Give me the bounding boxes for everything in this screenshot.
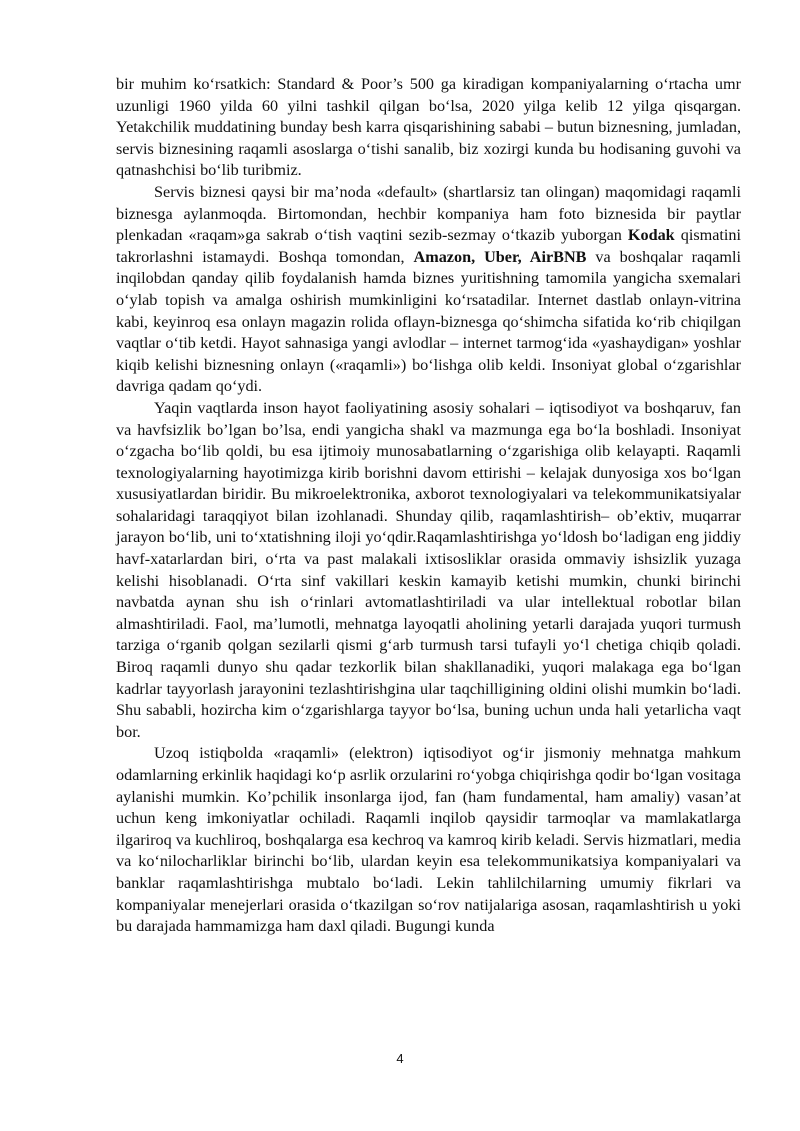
document-page	[116, 74, 741, 938]
paragraph-text: qismatini takrorlashni istamaydi. Boshqa tomondan,	[116, 226, 741, 266]
bold-term-kodak: Kodak	[627, 226, 675, 245]
paragraph-4	[116, 743, 741, 937]
page-number: 4	[396, 1051, 404, 1066]
paragraph-text: Servis biznesi qaysi bir ma’noda «default» (shartlarsiz tan olingan) maqomidagi raqamli biznesga aylanmoqda. Birtomondan, hechbir kompaniya ham foto biznesida bir paytlar plenkadan «raqam»ga sakrab o‘tish vaqtini sezib-sezmay o‘tkazib yuborgan	[116, 182, 741, 245]
paragraph-text: bir muhim ko‘rsatkich: Standard & Poor’s 500 ga kiradigan kompaniyalarning o‘rtacha umr uzunligi 1960 yilda 60 yilni tashkil qilgan bo‘lsa, 2020 yilga kelib 12 yilga qisqargan. Yetakchilik muddatining bunday besh karra qisqarishining sababi – butun biznesning, jumladan, servis biznesining raqamli asoslarga o‘tishi sanalib, biz xozirgi kunda bu hodisaning guvohi va qatnashchisi bo‘lib turibmiz.	[116, 75, 741, 180]
paragraph-1	[116, 74, 741, 182]
paragraph-2	[116, 182, 741, 398]
paragraph-3	[116, 398, 741, 744]
bold-term-companies: Amazon, Uber, AirBNB	[413, 247, 587, 266]
paragraph-text: va boshqalar raqamli inqilobdan qanday qilib foydalanish hamda biznes yuritishning tamomila yangicha sxemalari o‘ylab topish va amalga oshirish mumkinligini ko‘rsatadilar. Internet dastlab onlayn-vitrina kabi, keyinroq esa onlayn magazin rolida oflayn-biznesga qo‘shimcha sifatida ko‘rib chiqilgan vaqtlar o‘tib ketdi. Hayot sahnasiga yangi avlodlar – internet tarmog‘ida «yashaydigan» yoshlar kiqib kelishi biznesning onlayn («raqamli») bo‘lishga olib keldi. Insoniyat global o‘zgarishlar davriga qadam qo‘ydi.	[116, 247, 742, 396]
paragraph-text: Yaqin vaqtlarda inson hayot faoliyatining asosiy sohalari – iqtisodiyot va boshqaruv, fan va havfsizlik bo’lgan bo’lsa, endi yangicha shakl va mazmunga ega bo‘la boshladi. Insoniyat o‘zgacha bo‘lib qoldi, bu esa ijtimoiy munosabatlarning o‘zgarishiga olib kelayapti. Raqamli texnologiyalarning hayotimizga kirib borishni davom ettirishi – kelajak dunyosiga xos bo‘lgan xususiyatlardan biridir. Bu mikroelektronika, axborot texnologiyalari va telekommunikatsiyalar sohalaridagi taraqqiyot bilan izohlanadi. Shunday qilib, raqamlashtirish– ob’ektiv, muqarrar jarayon bo‘lib, uni to‘xtatishning iloji yo‘qdir.Raqamlashtirishga yo‘ldosh bo‘ladigan eng jiddiy havf-xatarlardan biri, o‘rta va past malakali ixtisosliklar orasida ommaviy ishsizlik yuzaga kelishi hisoblanadi. O‘rta sinf vakillari keskin kamayib ketishi mumkin, chunki birinchi navbatda aynan shu ish o‘rinlari avtomatlashtiriladi va ular intellektual robotlar bilan almashtiriladi. Faol, ma’lumotli, mehnatga layoqatli aholining yetarli darajada yuqori turmush tarziga o‘rganib qolgan sezilarli qismi g‘arb turmush tarsi tufayli yo‘l chetiga chiqib qoladi. Biroq raqamli dunyo shu qadar tezkorlik bilan shakllanadiki, yuqori malakaga ega bo‘lgan kadrlar tayyorlash jarayonini tezlashtirishgina ular taqchilligining oldini olishi mumkin bo‘ladi. Shu sababli, hozircha kim o‘zgarishlarga tayyor bo‘lsa, buning uchun unda hali yetarlicha vaqt bor.	[116, 398, 741, 741]
paragraph-text: Uzoq istiqbolda «raqamli» (elektron) iqtisodiyot og‘ir jismoniy mehnatga mahkum odamlarning erkinlik haqidagi ko‘p asrlik orzularini ro‘yobga chiqirishga qodir bo‘lgan vositaga aylanishi mumkin. Ko’pchilik insonlarga ijod, fan (ham fundamental, ham amaliy) vasan’at uchun keng imkoniyatlar ochiladi. Raqamli inqilob qaysidir tarmoqlar va mamlakatlarga ilgariroq va kuchliroq, boshqalarga esa kechroq va kamroq kirib keladi. Servis hizmatlari, media va ko‘nilocharliklar birinchi bo‘lib, ulardan keyin esa telekommunikatsiya kompaniyalari va banklar raqamlashtirishga mubtalo bo‘ladi. Lekin tahlilchilarning umumiy fikrlari va kompaniyalar menejerlari orasida o‘tkazilgan so‘rov natijalariga asosan, raqamlashtirish u yoki bu darajada hammamizga ham daxl qiladi. Bugungi kunda	[116, 744, 741, 936]
